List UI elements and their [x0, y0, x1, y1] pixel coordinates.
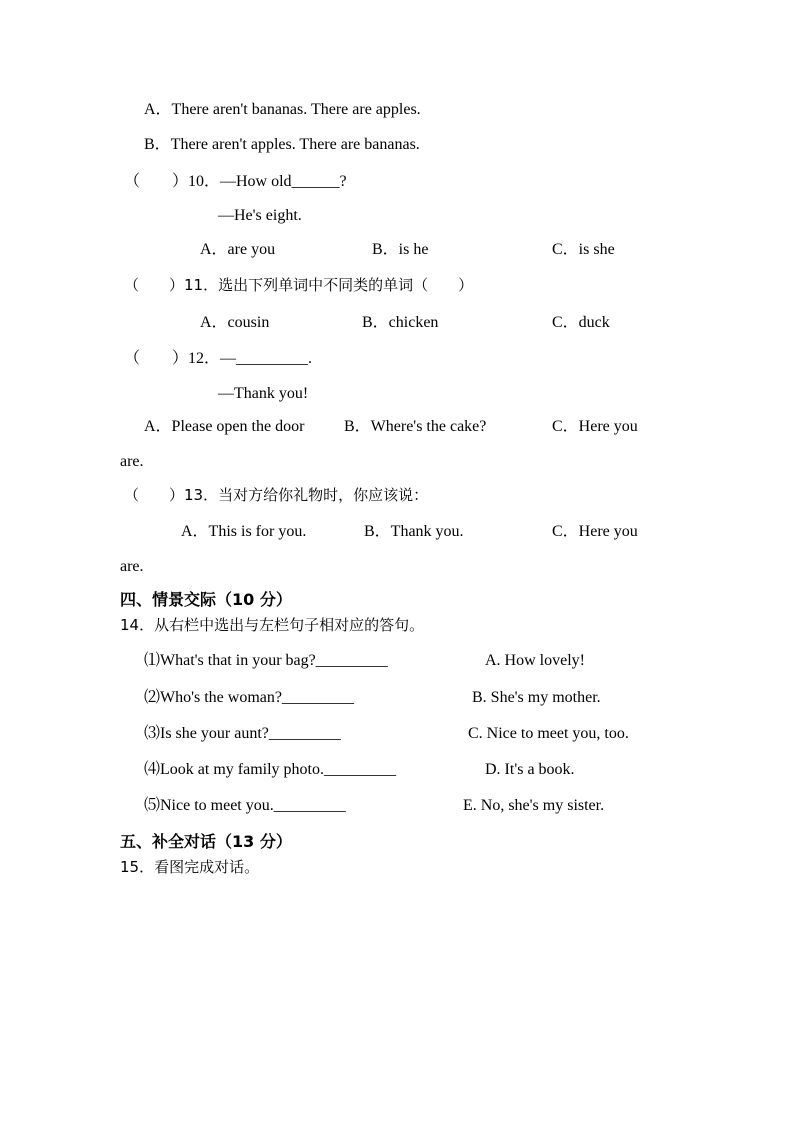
q13-option-b: B．Thank you. [364, 523, 464, 540]
q11-stem: （ ）11．选出下列单词中不同类的单词（ ） [124, 276, 474, 294]
q12-option-b: B．Where's the cake? [344, 418, 487, 435]
q11-option-c: C．duck [552, 314, 610, 331]
q9-option-a: A．There aren't bananas. There are apples. [144, 101, 421, 118]
section-4-heading: 四、情景交际（10 分） [120, 590, 292, 609]
q11-option-b: B．chicken [362, 314, 439, 331]
q11-option-a: A．cousin [200, 314, 270, 331]
q13-option-c-continued: are. [120, 558, 144, 575]
q10-stem: （ ）10．—How old______? [124, 173, 347, 190]
q10-option-c: C．is she [552, 241, 615, 258]
q14-right-d: D. It's a book. [485, 761, 575, 778]
q14-right-c: C. Nice to meet you, too. [468, 725, 629, 742]
q14-right-b: B. She's my mother. [472, 689, 601, 706]
q14-left-3: ⑶Is she your aunt?_________ [144, 725, 341, 742]
q10-reply: —He's eight. [218, 207, 302, 224]
q12-option-a: A．Please open the door [144, 418, 305, 435]
q10-option-b: B．is he [372, 241, 429, 258]
q13-option-a: A．This is for you. [181, 523, 307, 540]
q12-stem: （ ）12．—_________. [124, 350, 313, 367]
q13-option-c: C．Here you [552, 523, 638, 540]
q14-instruction: 14．从右栏中选出与左栏句子相对应的答句。 [120, 616, 425, 634]
q14-right-e: E. No, she's my sister. [463, 797, 605, 814]
q9-option-b: B．There aren't apples. There are bananas. [144, 136, 420, 153]
q14-left-4: ⑷Look at my family photo._________ [144, 761, 396, 778]
q12-option-c: C．Here you [552, 418, 638, 435]
q10-option-a: A．are you [200, 241, 276, 258]
q14-right-a: A. How lovely! [485, 652, 585, 669]
q14-left-1: ⑴What's that in your bag?_________ [144, 652, 388, 669]
q15-instruction: 15．看图完成对话。 [120, 858, 260, 876]
q12-reply: —Thank you! [218, 385, 309, 402]
q14-left-2: ⑵Who's the woman?_________ [144, 689, 354, 706]
q14-left-5: ⑸Nice to meet you._________ [144, 797, 346, 814]
q13-stem: （ ）13．当对方给你礼物时，你应该说： [124, 486, 429, 504]
q12-option-c-continued: are. [120, 453, 144, 470]
section-5-heading: 五、补全对话（13 分） [120, 832, 292, 851]
